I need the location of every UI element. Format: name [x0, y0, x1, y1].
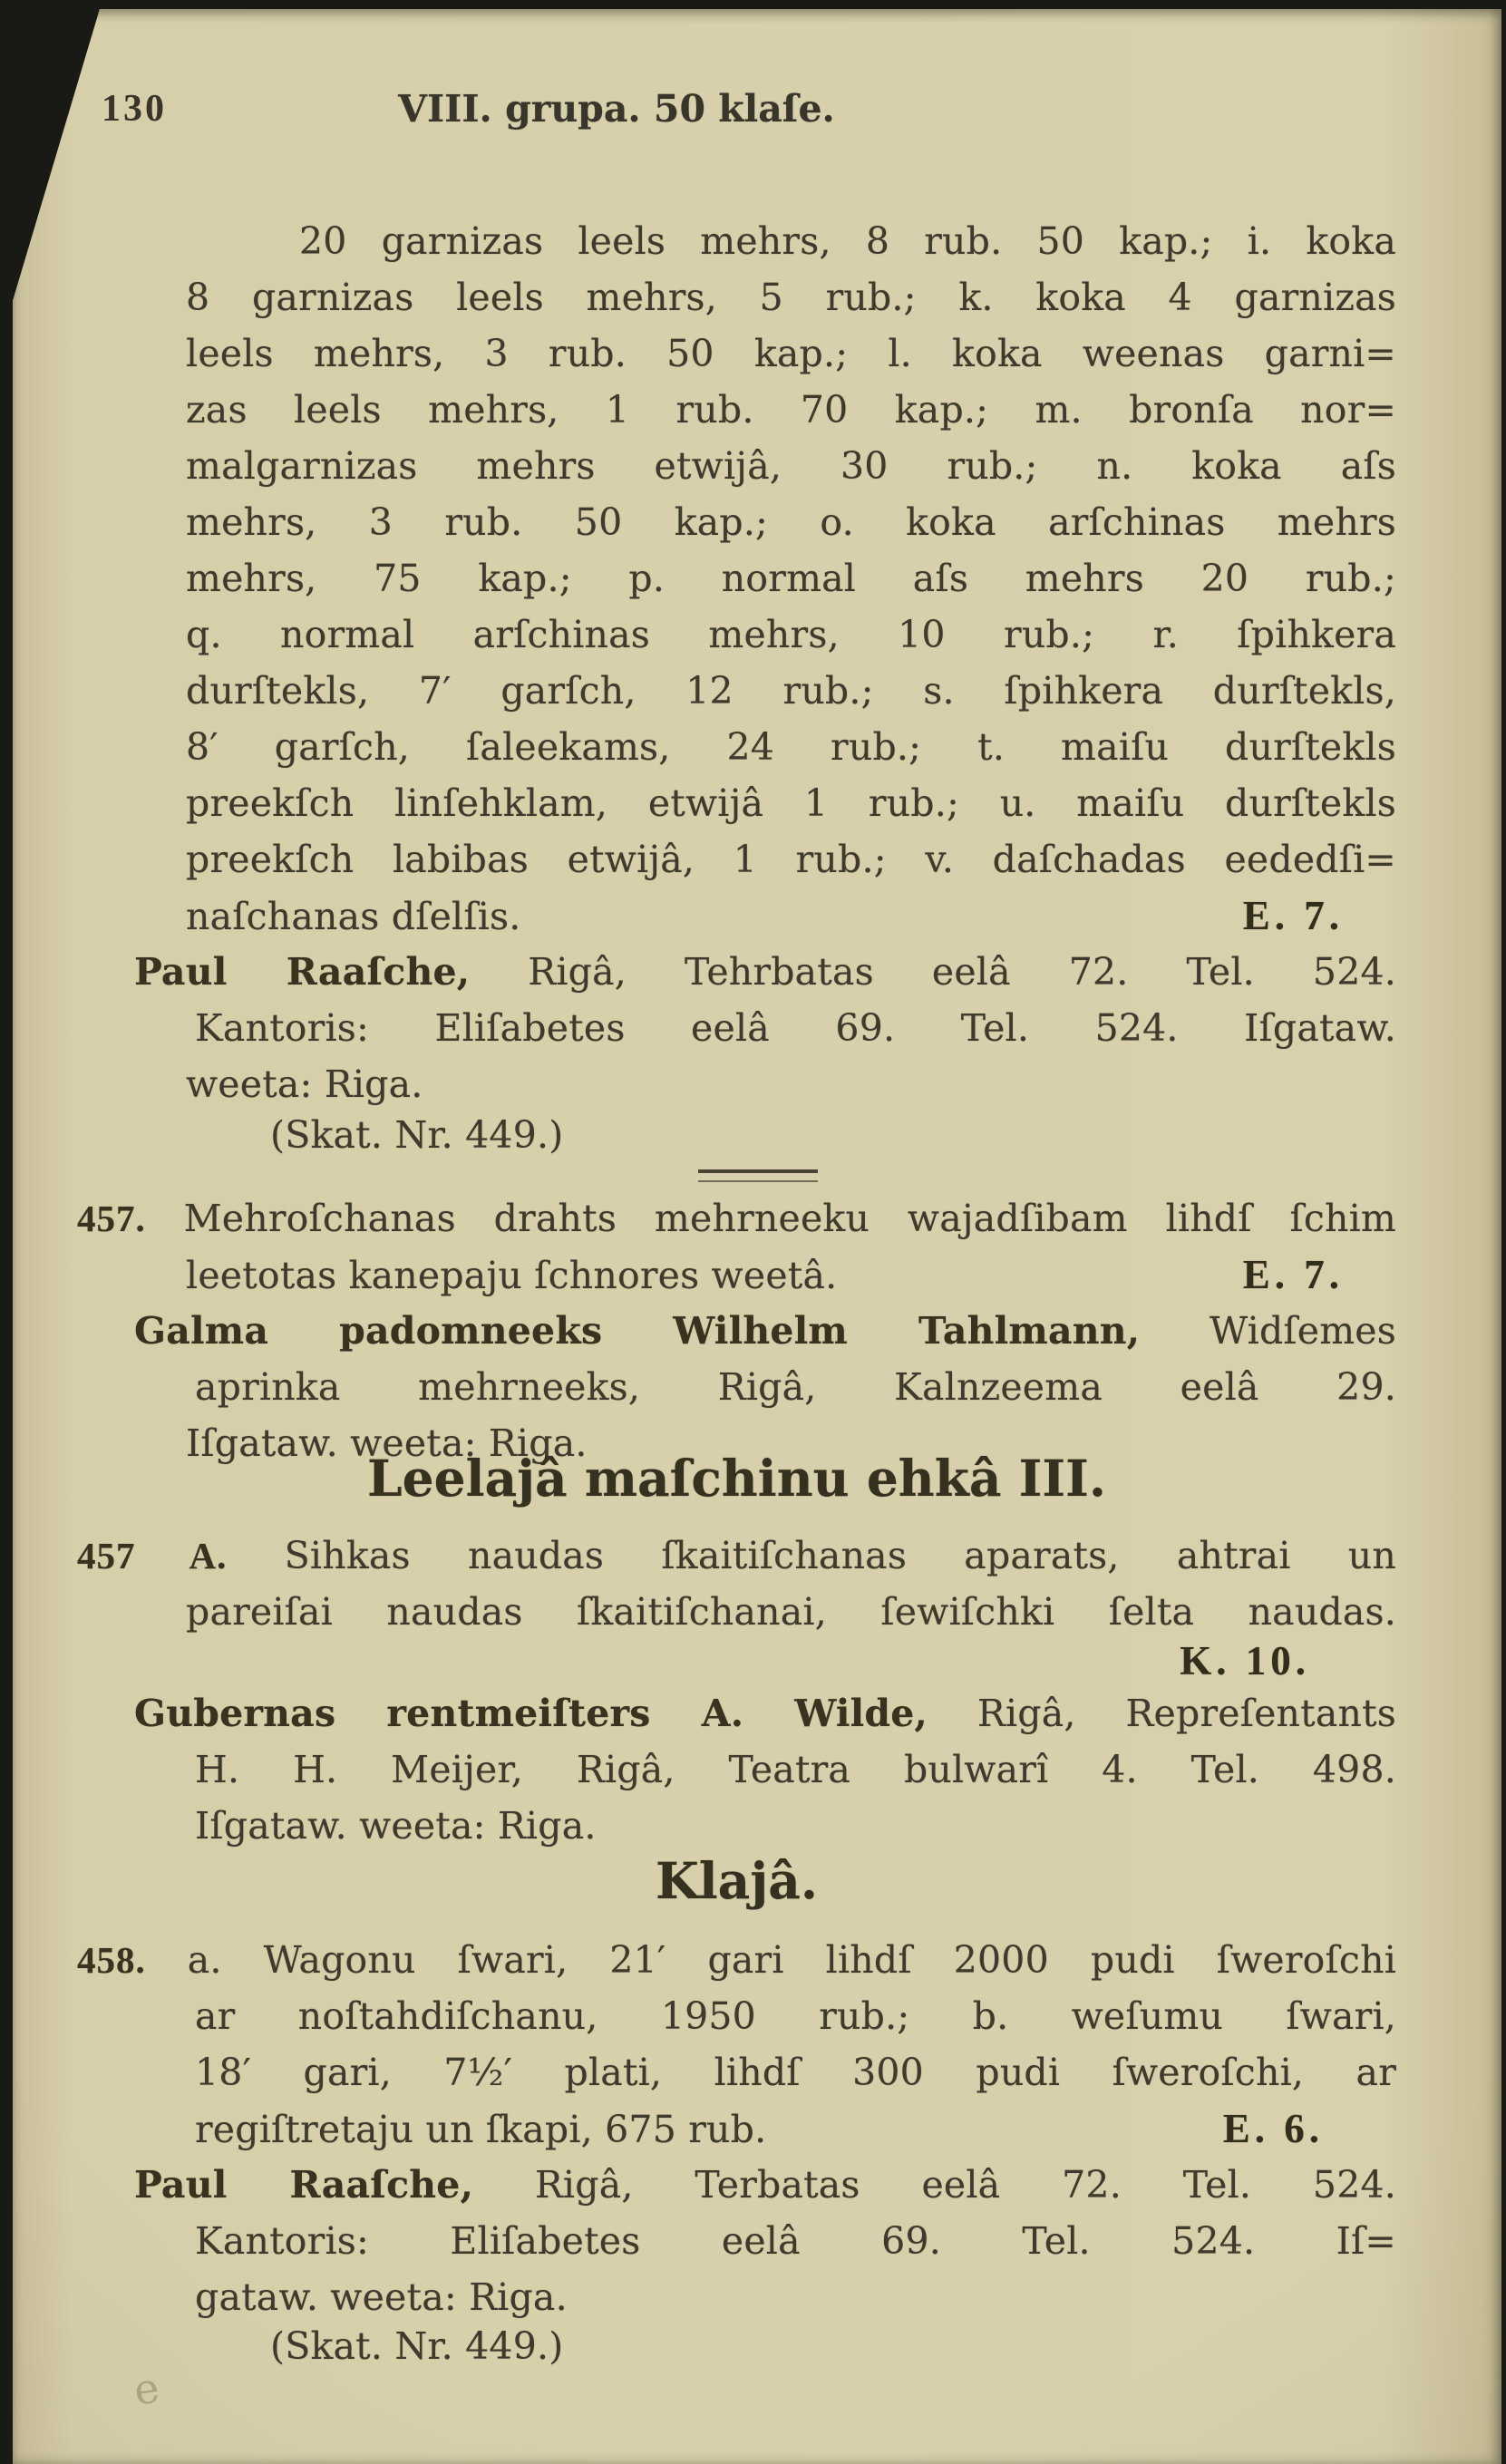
paragraph-line: leels mehrs, 3 rub. 50 kap.; l. koka weenas garni=: [186, 332, 1396, 375]
paragraph-line: zas leels mehrs, 1 rub. 70 kap.; m. bronſa nor=: [186, 388, 1396, 432]
paragraph-line: preekſch labibas etwijâ, 1 rub.; v. daſchadas eededſi=: [186, 838, 1396, 881]
entry-line: [186, 1249, 1396, 1301]
firm-address: Rigâ, Terbatas eelâ 72. Tel. 524.: [534, 2163, 1396, 2207]
entry-text: leetotas kanepaju ſchnores weetâ.: [186, 1254, 838, 1297]
firm-line: Iſgataw. weeta: Riga.: [195, 1804, 597, 1848]
entry-number: 458.: [77, 1939, 146, 1981]
paragraph-line: mehrs, 3 rub. 50 kap.; o. koka arſchinas mehrs: [186, 500, 1396, 544]
firm-line: [134, 1305, 1396, 1356]
paragraph-line: q. normal arſchinas mehrs, 10 rub.; r. ſpihkera: [186, 613, 1396, 656]
firm-line: H. H. Meijer, Rigâ, Teatra bulwarî 4. Tel. 498.: [195, 1748, 1396, 1791]
entry-number: 457.: [77, 1198, 146, 1239]
entry-line: 18′ gari, 7½′ plati, lihdſ 300 pudi ſweroſchi, ar: [195, 2051, 1396, 2094]
price-code-siglum: E. 7.: [1242, 893, 1344, 938]
entry-text: Sihkas naudas ſkaitiſchanas aparats, ahtrai un: [284, 1534, 1396, 1577]
entry-text: a. Wagonu ſwari, 21′ gari lihdſ 2000 pudi ſweroſchi: [187, 1938, 1397, 1982]
entry-line: [77, 1635, 1396, 1687]
firm-line: Iſgataw. weeta: Riga.: [186, 1421, 588, 1465]
price-code-siglum: E. 7.: [1242, 1252, 1344, 1297]
firm-name: Gubernas rentmeiſters A. Wilde,: [134, 1692, 928, 1735]
firm-address: Rigâ, Tehrbatas eelâ 72. Tel. 524.: [528, 950, 1397, 994]
pencil-mark: e: [131, 2362, 162, 2415]
firm-name: Paul Raaſche,: [134, 2163, 474, 2207]
firm-line: [134, 2159, 1396, 2210]
firm-line: Kantoris: Eliſabetes eelâ 69. Tel. 524. Iſ=: [195, 2219, 1396, 2263]
paragraph-line: 8′ garſch, ſaleekams, 24 rub.; t. maiſu durſtekls: [186, 725, 1396, 769]
entry-line: ar noſtahdiſchanu, 1950 rub.; b. weſumu ſwari,: [195, 1994, 1396, 2038]
paragraph-line: mehrs, 75 kap.; p. normal aſs mehrs 20 rub.;: [186, 557, 1396, 600]
entry-line: [77, 1193, 1396, 1244]
firm-name: Galma padomneeks Wilhelm Tahlmann,: [134, 1309, 1141, 1353]
firm-line: Kantoris: Eliſabetes eelâ 69. Tel. 524. Iſgataw.: [195, 1006, 1396, 1050]
paragraph-line: 8 garnizas leels mehrs, 5 rub.; k. koka 4 garnizas: [186, 276, 1396, 319]
entry-line: pareiſai naudas ſkaitiſchanai, ſewiſchki ſelta naudas.: [186, 1590, 1396, 1634]
paragraph-line: 20 garnizas leels mehrs, 8 rub. 50 kap.; i. koka: [299, 219, 1396, 263]
firm-address: Rigâ, Repreſentants: [976, 1692, 1397, 1735]
price-code-siglum: E. 6.: [1222, 2106, 1324, 2151]
paragraph-line: durſtekls, 7′ garſch, 12 rub.; s. ſpihkera durſtekls,: [186, 669, 1396, 713]
entry-text: Mehroſchanas drahts mehrneeku wajadſibam lihdſ ſchim: [183, 1197, 1397, 1240]
catalog-note: (Skat. Nr. 449.): [270, 1113, 564, 1157]
paragraph-line: preekſch linſehklam, etwijâ 1 rub.; u. maiſu durſtekls: [186, 781, 1396, 825]
entry-line: [77, 1530, 1396, 1581]
running-title: VIII. grupa. 50 klaſe.: [398, 87, 835, 131]
paragraph-line: [186, 890, 1396, 942]
entry-line: [195, 2103, 1396, 2155]
entry-number: 457 A.: [77, 1535, 228, 1576]
section-heading: Leelajâ maſchinu ehkâ III.: [366, 1449, 1107, 1508]
section-heading: Klajâ.: [655, 1851, 819, 1910]
price-code-siglum: K. 10.: [1180, 1638, 1310, 1683]
firm-line: [134, 1688, 1396, 1739]
entry-text: regiſtretaju un ſkapi, 675 rub.: [195, 2108, 767, 2151]
page-number: 130: [102, 88, 167, 130]
catalog-note: (Skat. Nr. 449.): [270, 2324, 564, 2368]
firm-address: Widſemes: [1210, 1309, 1397, 1353]
paragraph-text: naſchanas dſelſis.: [186, 895, 521, 938]
entry-line: [77, 1935, 1396, 1985]
firm-line: aprinka mehrneeks, Rigâ, Kalnzeema eelâ 29.: [195, 1365, 1396, 1409]
paragraph-line: malgarnizas mehrs etwijâ, 30 rub.; n. koka aſs: [186, 444, 1396, 488]
firm-line: weeta: Riga.: [186, 1062, 423, 1106]
separator-rule: [698, 1169, 818, 1182]
firm-line: gataw. weeta: Riga.: [195, 2275, 568, 2319]
firm-name: Paul Raaſche,: [134, 950, 471, 994]
firm-line: [134, 946, 1396, 997]
